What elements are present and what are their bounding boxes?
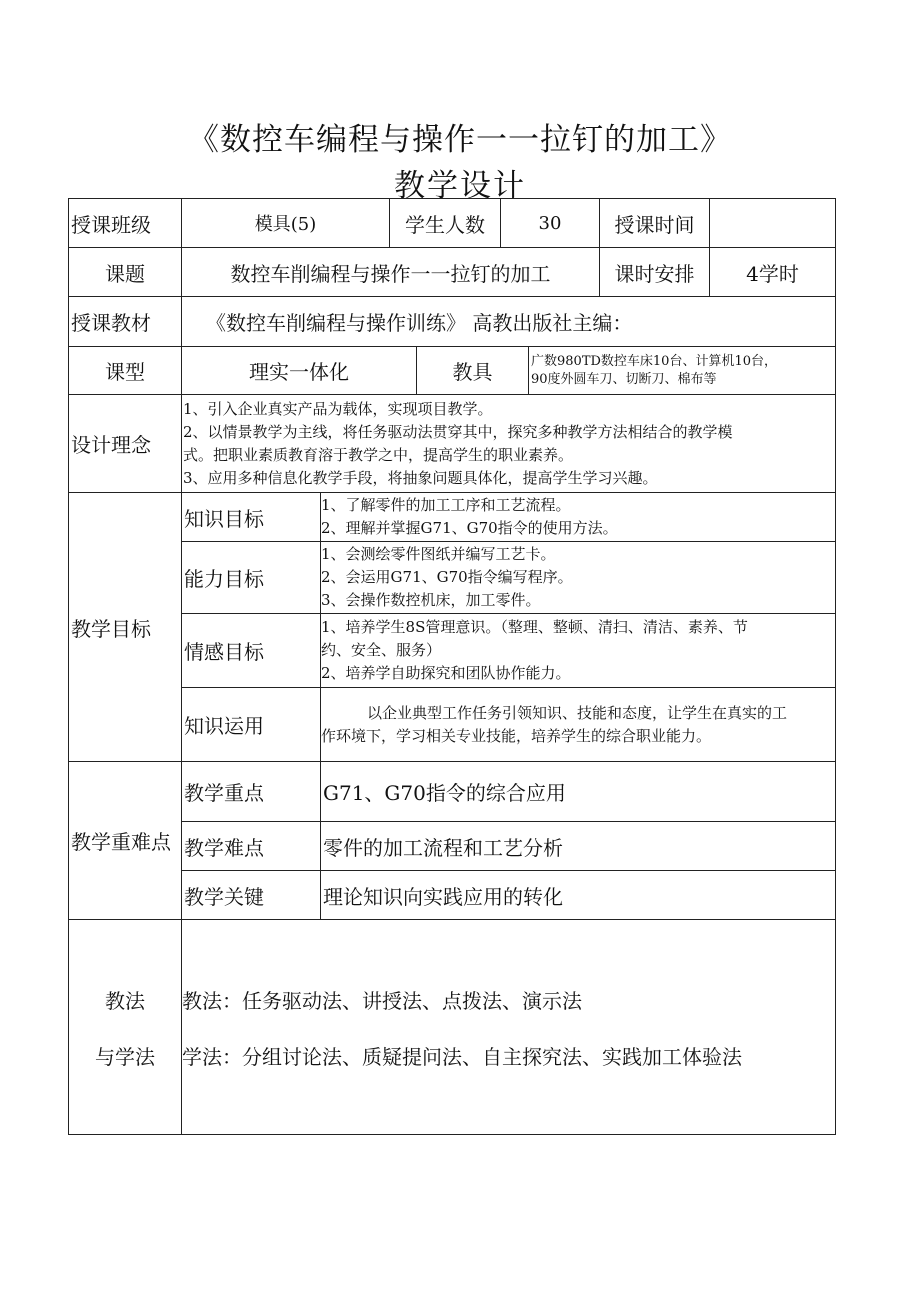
- key-difficult-label: 教学重难点: [68, 761, 182, 920]
- teaching-method: 教法：任务驱动法、讲授法、点拨法、演示法: [182, 988, 582, 1013]
- methods-label: [68, 919, 182, 1135]
- knowledge-goal-label: 知识目标: [181, 492, 321, 542]
- goal-line: 3、会操作数控机床，加工零件。: [321, 591, 541, 609]
- teaching-key-value: 理论知识向实践应用的转化: [320, 870, 836, 920]
- lesson-type-value: 理实一体化: [181, 346, 417, 395]
- topic-label: 课题: [68, 247, 182, 297]
- hours-label: 课时安排: [599, 247, 710, 297]
- document-title: 《数控车编程与操作一一拉钉的加工》: [188, 122, 732, 158]
- design-concept-content: [181, 394, 836, 493]
- goal-line: 1、了解零件的加工工序和工艺流程。: [321, 496, 571, 514]
- knowledge-goal-content: [320, 492, 836, 542]
- time-label: 授课时间: [599, 198, 710, 248]
- document-subtitle: 教学设计: [394, 168, 526, 204]
- goal-line: 2、培养学自助探究和团队协作能力。: [321, 664, 571, 682]
- tools-line: 广数980TD数控车床10台、计算机10台，: [531, 353, 777, 369]
- teaching-focus-label: 教学重点: [181, 761, 321, 822]
- teaching-key-label: 教学关键: [181, 870, 321, 920]
- methods-label-line1: 教法: [105, 988, 145, 1013]
- students-value: 30: [500, 198, 600, 248]
- tools-line: 90度外圆车刀、切断刀、棉布等: [531, 371, 717, 387]
- goal-line: 2、会运用G71、G70指令编写程序。: [321, 568, 573, 586]
- application-line: 作环境下，学习相关专业技能，培养学生的综合职业能力。: [321, 726, 712, 745]
- class-label: 授课班级: [68, 198, 182, 248]
- topic-value: 数控车削编程与操作一一拉钉的加工: [181, 247, 600, 297]
- ability-goal-content: [320, 541, 836, 614]
- methods-content: [181, 919, 836, 1135]
- hours-value: 4学时: [709, 247, 836, 297]
- teaching-tools-value: [528, 346, 836, 395]
- knowledge-application-label: 知识运用: [181, 687, 321, 762]
- goal-line: 1、会测绘零件图纸并编写工艺卡。: [321, 545, 556, 563]
- class-value: 模具(5): [181, 198, 390, 248]
- teaching-difficulty-label: 教学难点: [181, 821, 321, 871]
- time-value: [709, 198, 836, 248]
- goal-line: 2、理解并掌握G71、G70指令的使用方法。: [321, 519, 618, 537]
- knowledge-application-content: [320, 687, 836, 762]
- goal-line: 1、培养学生8S管理意识。（整理、整顿、清扫、清洁、素养、节: [321, 618, 748, 636]
- design-line: 式。把职业素质教育溶于教学之中，提高学生的职业素养。: [183, 445, 574, 464]
- emotion-goal-label: 情感目标: [181, 613, 321, 688]
- lesson-type-label: 课型: [68, 346, 182, 395]
- students-label: 学生人数: [389, 198, 501, 248]
- teaching-focus-value: G71、G70指令的综合应用: [320, 761, 836, 822]
- methods-label-line2: 与学法: [95, 1044, 155, 1069]
- textbook-value: 《数控车削编程与操作训练》 高教出版社主编：: [181, 296, 836, 347]
- emotion-goal-content: [320, 613, 836, 688]
- application-line: 以企业典型工作任务引领知识、技能和态度，让学生在真实的工: [367, 703, 788, 722]
- design-line: 1、引入企业真实产品为载体，实现项目教学。: [183, 399, 493, 418]
- teaching-tools-label: 教具: [416, 346, 529, 395]
- design-line: 2、以情景教学为主线，将任务驱动法贯穿其中，探究多种教学方法相结合的教学模: [183, 422, 733, 441]
- design-line: 3、应用多种信息化教学手段，将抽象问题具体化，提高学生学习兴趣。: [183, 468, 658, 487]
- textbook-label: 授课教材: [68, 296, 182, 347]
- teaching-difficulty-value: 零件的加工流程和工艺分析: [320, 821, 836, 871]
- design-concept-label: 设计理念: [68, 394, 182, 493]
- teaching-goals-label: 教学目标: [68, 492, 182, 762]
- learning-method: 学法：分组讨论法、质疑提问法、自主探究法、实践加工体验法: [182, 1044, 742, 1069]
- ability-goal-label: 能力目标: [181, 541, 321, 614]
- goal-line: 约、安全、服务）: [321, 641, 442, 659]
